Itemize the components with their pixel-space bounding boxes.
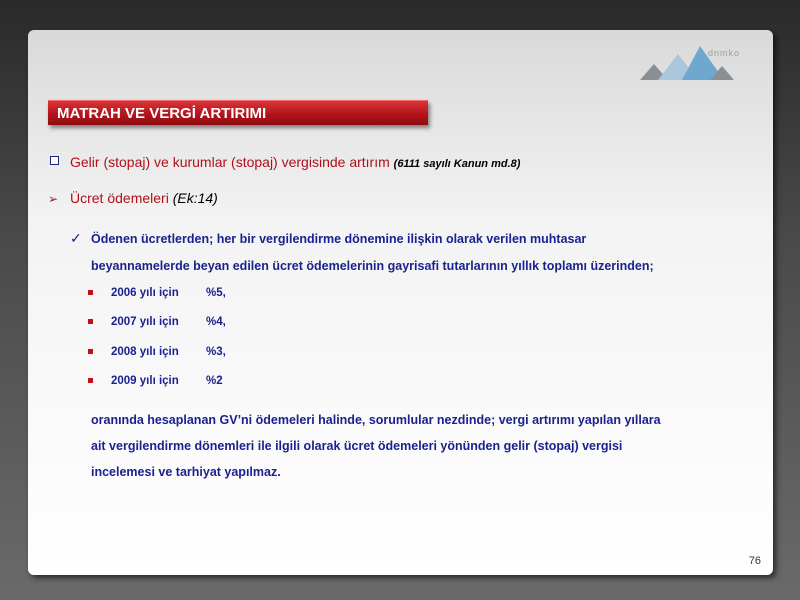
bullet-1-ref: (6111 sayılı Kanun md.8) <box>393 158 521 170</box>
red-dot-bullet-icon <box>88 290 93 295</box>
rate-item <box>111 287 226 299</box>
rate-item <box>111 316 226 328</box>
rate-year: 2007 yılı için <box>111 316 179 328</box>
bullet-2-ref: (Ek:14) <box>172 190 218 206</box>
red-dot-bullet-icon <box>88 319 93 324</box>
bullet-1-text: Gelir (stopaj) ve kurumlar (stopaj) vergisinde artırım <box>70 154 390 170</box>
rate-value: %4, <box>206 316 226 328</box>
bullet-1 <box>70 154 520 170</box>
rate-value: %2 <box>206 375 223 387</box>
arrow-bullet-icon: ➢ <box>48 192 59 206</box>
bullet-2-text: Ücret ödemeleri <box>70 190 169 206</box>
company-logo <box>640 40 770 84</box>
slide <box>28 30 773 575</box>
title-bar <box>48 100 428 125</box>
rate-item <box>111 346 226 358</box>
sub-line-2: beyannamelerde beyan edilen ücret ödemelerinin gayrisafi tutarlarının yıllık toplamı üzerinden; <box>91 259 654 273</box>
closing-line-3: incelemesi ve tarhiyat yapılmaz. <box>91 465 281 479</box>
rate-year: 2009 yılı için <box>111 375 179 387</box>
red-dot-bullet-icon <box>88 349 93 354</box>
page-number: 76 <box>748 555 761 567</box>
red-dot-bullet-icon <box>88 378 93 383</box>
rate-year: 2008 yılı için <box>111 346 179 358</box>
check-icon: ✓ <box>70 230 82 246</box>
rate-value: %3, <box>206 346 226 358</box>
rate-year: 2006 yılı için <box>111 287 179 299</box>
closing-line-1: oranında hesaplanan GV’ni ödemeleri halinde, sorumlular nezdinde; vergi artırımı yapılan yıllara <box>91 413 661 427</box>
rate-item <box>111 375 223 387</box>
bullet-2 <box>70 190 218 206</box>
rate-value: %5, <box>206 287 226 299</box>
sub-line-1: Ödenen ücretlerden; her bir vergilendirme dönemine ilişkin olarak verilen muhtasar <box>91 232 587 246</box>
logo-text: dnmko <box>708 48 741 58</box>
page-title: MATRAH VE VERGİ ARTIRIMI <box>57 105 267 122</box>
closing-line-2: ait vergilendirme dönemleri ile ilgili olarak ücret ödemeleri yönünden gelir (stopaj) vergisi <box>91 439 623 453</box>
square-bullet-icon <box>50 156 59 165</box>
